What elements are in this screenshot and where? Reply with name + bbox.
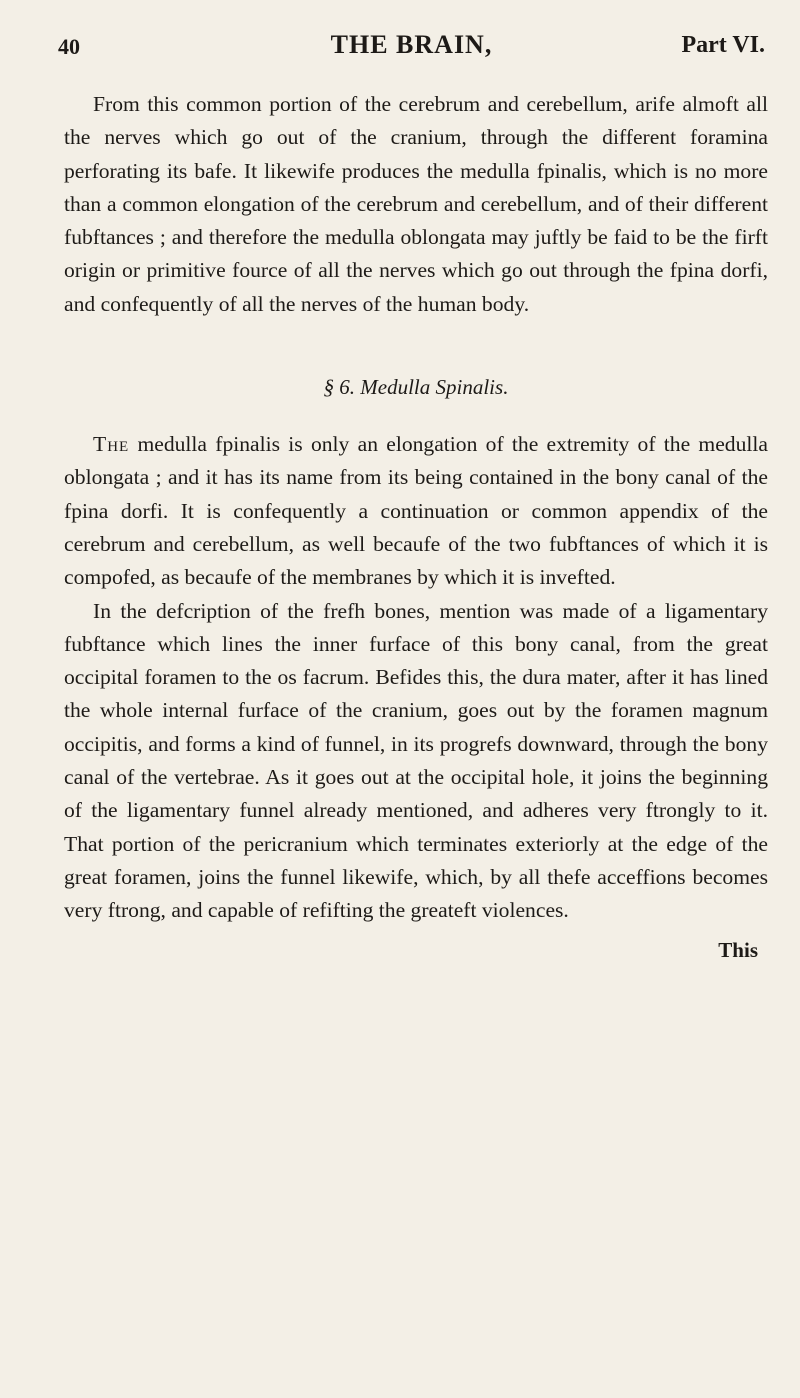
paragraph-first-word: The bbox=[93, 432, 130, 457]
body-text bbox=[64, 88, 768, 967]
section-heading bbox=[64, 371, 768, 404]
paragraph-ligamentary-substance: In the defcription of the frefh bones, mention was made of a ligamentary fubftance which lines the inner furface of this bony canal, from the great occipital foramen to the os facrum. Befides this, the dura mater, after it has lined the whole internal furface of the cranium, goes out by the foramen magnum occipitis, and forms a kind of funnel, in its progrefs downward, through the bony canal of the vertebrae. As it goes out at the occipital hole, it joins the beginning of the ligamentary funnel already mentioned, and adheres very ftrongly to it. That portion of the pericranium which terminates exteriorly at the edge of the great foramen, joins the funnel likewife, which, by all thefe acceffions becomes very ftrong, and capable of refifting the greateft violences. bbox=[64, 598, 768, 923]
running-title: THE BRAIN, bbox=[330, 30, 493, 59]
part-label: Part VI. bbox=[681, 32, 765, 58]
intro-paragraph: From this common portion of the cerebrum and cerebellum, arife almoft all the nerves which go out of the cranium, through the different foramina perforating its bafe. It likewife produces the medulla fpinalis, which is no more than a common elongation of the cerebrum and cerebellum, and of their different fubftances ; and therefore the medulla oblongata may juftly be faid to be the firft origin or primitive fource of all the nerves which go out through the fpina dorfi, and confequently of all the nerves of the human body. bbox=[64, 92, 768, 316]
running-head bbox=[58, 30, 765, 70]
section-number: § 6. bbox=[323, 375, 356, 400]
catchword: This bbox=[718, 937, 758, 962]
page-number: 40 bbox=[58, 34, 80, 59]
paragraph-body: medulla fpinalis is only an elongation of the extremity of the medulla oblongata ; and it has its name from its being contained in the bony canal of the fpina dorfi. It is confequently a continuation or common appendix of the cerebrum and cerebellum, as well becaufe of the two fubftances of which it is compofed, as becaufe of the membranes by which it is invefted. bbox=[64, 432, 768, 590]
paragraph-medulla-spinalis bbox=[64, 428, 768, 594]
section-title: Medulla Spinalis. bbox=[360, 375, 509, 400]
